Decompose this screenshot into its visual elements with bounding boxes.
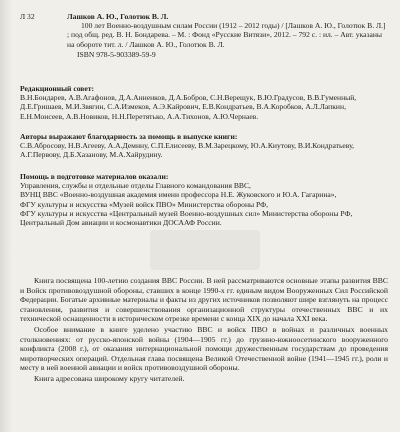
annotation-paragraph: Книга посвящена 100-летию создания ВВС России. В ней рассматриваются основные этапы развития ВВС и Войск противовоздушной обороны, ставших в конце 1990-х гг. единым видом Вооруженных Сил Российской Федерации. Богатые архивные материалы и факты из других источников позволяют шире взглянуть на процесс становления, развития и совершенствования организационной структуры отечественных ВВС и их технической оснащенности в историческом отрезке времени с конца XIX до начала XXI века. [20, 276, 388, 324]
editorial-board-names: В.Н.Бондарев, А.В.Агафонов, Д.А.Анненков, Д.А.Бобров, С.Н.Верещук, В.Ю.Градусов, В.В.Гуменный, Д.Е.Гришаев, М.И.Звягин, С.А.Измеков, А.Э.Кайрович, Е.В.Кондратьев, В.А.Коробков, А.Л.Лапкин, Е.Н.Моисеев, А.В.Новиков, Н.Н.Перетятько, А.А.Тихонов, А.Ю.Чернаев. [20, 93, 357, 121]
thanks-names: С.В.Абросову, Н.В.Агееву, А.А.Демину, С.П.Елисееву, В.М.Зарецкому, Ю.А.Киутову, В.И.Кондратьеву, А.Г.Первову, Д.Б.Хазанову, М.А.Хайрудину. [20, 141, 355, 160]
catalog-isbn: ISBN 978-5-903389-59-9 [77, 49, 156, 59]
annotation-paragraph: Книга адресована широкому кругу читателей. [34, 373, 185, 383]
faint-watermark [150, 230, 260, 270]
materials-line: ФГУ культуры и искусства «Музей войск ПВО» Министерства обороны РФ, [20, 199, 268, 209]
catalog-author: Лашков А. Ю., Голотюк В. Л. [67, 12, 169, 21]
page-fold-shadow [0, 0, 12, 432]
catalog-entry [67, 12, 387, 59]
annotation-text [20, 276, 388, 384]
materials-heading: Помощь в подготовке материалов оказали: [20, 172, 169, 181]
materials-line: Управления, службы и отдельные отделы Главного командования ВВС, [20, 181, 251, 191]
annotation-paragraph: Особое внимание в книге уделено участию ВВС и войск ПВО в войнах и различных военных столкновениях: от русско-японской войны (1904—1905 гг.) до грузино-южноосетинского вооруженного конфликта (2008 г.), от оказания интернациональной помощи дружественным государствам до проведения миротворческих операций. Отдельная глава посвящена Великой Отечественной войне (1941—1945 гг.), роли и месту в ней военной авиации и войск противовоздушной обороны. [20, 324, 388, 373]
catalog-code: Л 32 [20, 12, 35, 21]
materials-line: ФГУ культуры и искусства «Центральный музей Военно-воздушных сил» Министерства обороны РФ, [20, 208, 353, 218]
materials-line: Центральный Дом авиации и космонавтики ДОСААФ России. [20, 218, 222, 228]
materials-line: ВУНЦ ВВС «Военно-воздушная академия имени профессора Н.Е. Жуковского и Ю.А. Гагарина», [20, 190, 337, 200]
thanks-heading: Авторы выражают благодарность за помощь в выпуске книги: [20, 132, 238, 141]
thanks-section [20, 132, 390, 160]
editorial-board-section [20, 84, 390, 121]
materials-section [20, 172, 390, 227]
editorial-board-heading: Редакционный совет: [20, 84, 95, 93]
catalog-description: 100 лет Военно-воздушным силам России (1912 – 2012 годы) / [Лашков А. Ю., Голотюк В. Л.] ; под общ. ред. В. Н. Бондарева. – М. : Фонд «Русские Витязи», 2012. – 792 с. : ил. – Авт. указаны на обороте тит. л. / Лашков А. Ю., Голотюк В. Л. [67, 21, 386, 49]
